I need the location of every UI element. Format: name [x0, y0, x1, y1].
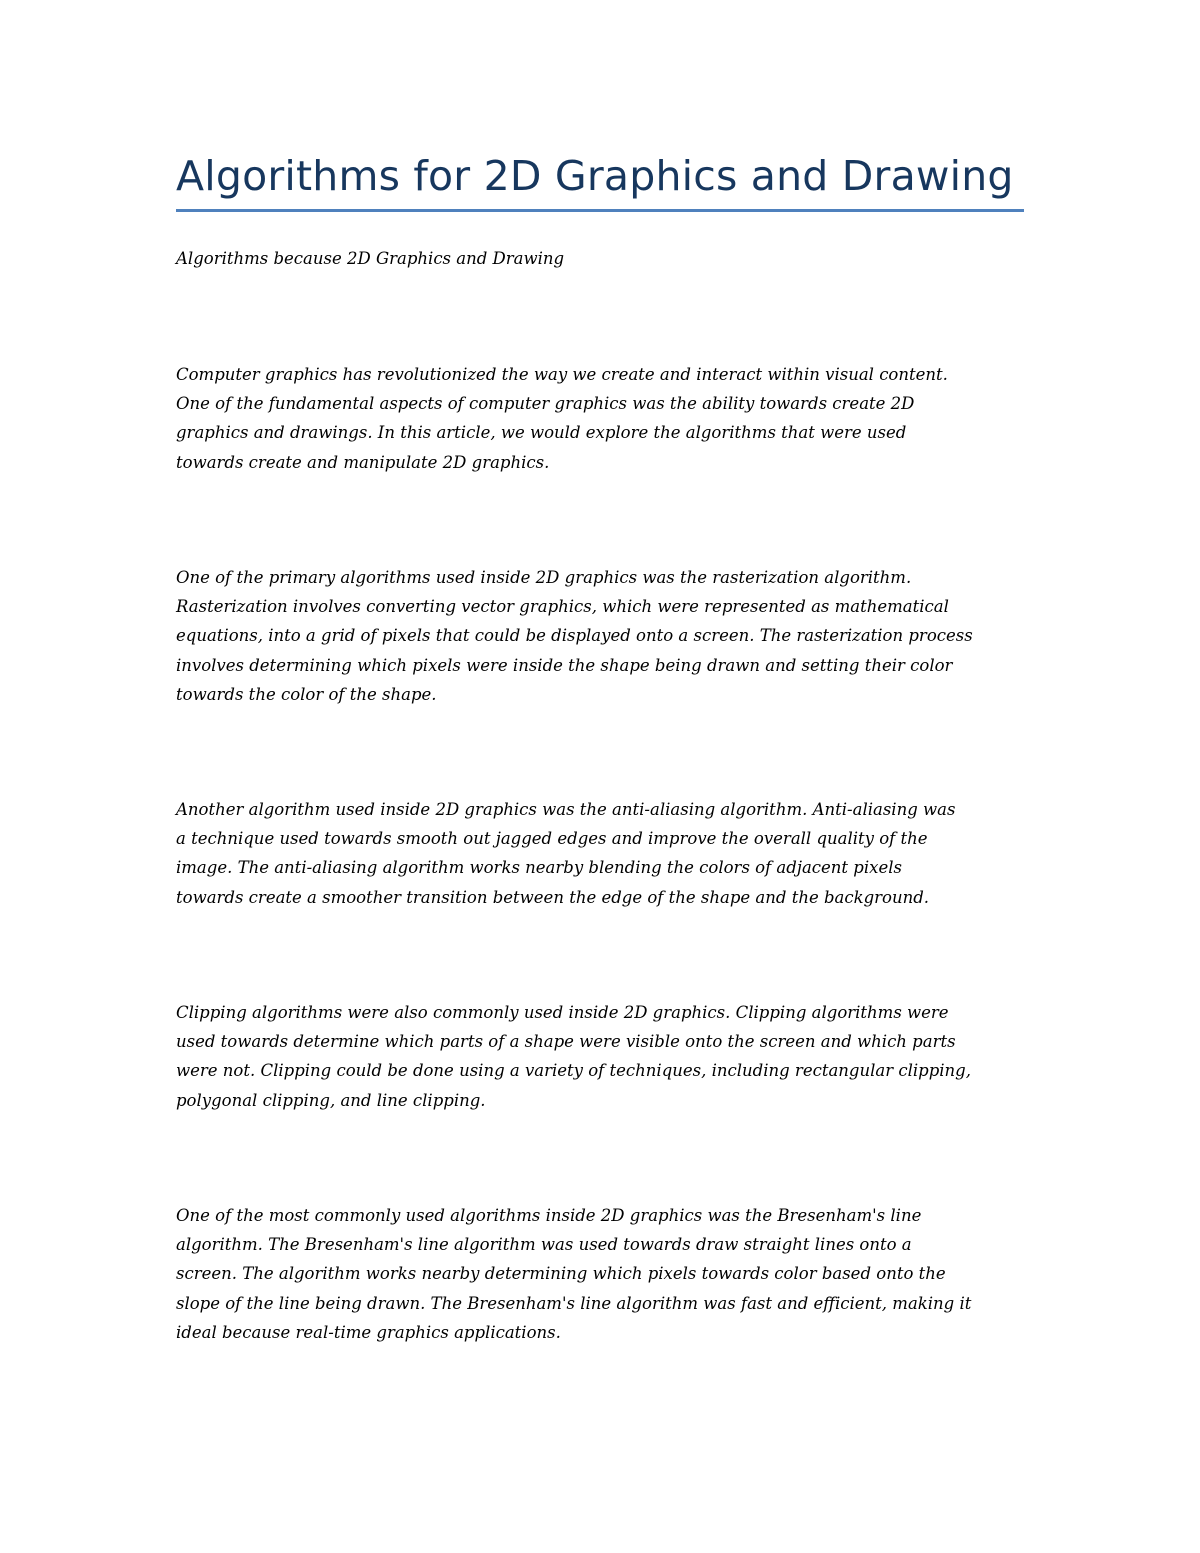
paragraph-line: ideal because real-time graphics applications. [176, 1322, 561, 1342]
paragraph-line: polygonal clipping, and line clipping. [176, 1090, 486, 1110]
paragraph-line: Clipping algorithms were also commonly used inside 2D graphics. Clipping algorithms were [176, 1003, 949, 1022]
paragraph-line: Rasterization involves converting vector graphics, which were represented as mathematical [176, 597, 949, 617]
paragraph-rasterization [176, 563, 1024, 709]
paragraph-line: towards create a smoother transition between the edge of the shape and the background. [176, 887, 930, 907]
paragraph-line: equations, into a grid of pixels that could be displayed onto a screen. The rasterization process [176, 626, 973, 646]
paragraph-line: Another algorithm used inside 2D graphics was the anti-aliasing algorithm. Anti-aliasing was [176, 800, 956, 819]
paragraph-line: towards create and manipulate 2D graphics. [176, 452, 550, 472]
paragraph-line: a technique used towards smooth out jagged edges and improve the overall quality of the [176, 829, 928, 849]
paragraph-line: graphics and drawings. In this article, we would explore the algorithms that were used [176, 423, 907, 443]
paragraph-line: screen. The algorithm works nearby determining which pixels towards color based onto the [176, 1264, 946, 1284]
paragraph-intro [176, 360, 1024, 477]
paragraph-anti-aliasing [176, 795, 1024, 912]
paragraph-line: were not. Clipping could be done using a variety of techniques, including rectangular clipping, [176, 1061, 971, 1081]
paragraph-line: Computer graphics has revolutionized the way we create and interact within visual content. [176, 365, 948, 384]
paragraph-line: One of the most commonly used algorithms inside 2D graphics was the Bresenham's line [176, 1206, 922, 1225]
document-subtitle: Algorithms because 2D Graphics and Drawing [176, 249, 565, 268]
title-underline-rule [176, 209, 1024, 212]
paragraph-line: towards the color of the shape. [176, 684, 437, 704]
paragraph-line: image. The anti-aliasing algorithm works nearby blending the colors of adjacent pixels [176, 858, 902, 878]
paragraph-line: One of the fundamental aspects of computer graphics was the ability towards create 2D [176, 394, 915, 414]
paragraph-line: involves determining which pixels were inside the shape being drawn and setting their color [176, 655, 953, 675]
paragraph-line: One of the primary algorithms used inside 2D graphics was the rasterization algorithm. [176, 568, 912, 587]
paragraph-clipping [176, 998, 1024, 1115]
paragraph-line: slope of the line being drawn. The Bresenham's line algorithm was fast and efficient, making it [176, 1293, 972, 1313]
paragraph-line: used towards determine which parts of a shape were visible onto the screen and which parts [176, 1032, 956, 1052]
paragraph-line: algorithm. The Bresenham's line algorithm was used towards draw straight lines onto a [176, 1235, 912, 1255]
paragraph-bresenham [176, 1201, 1024, 1347]
document-title: Algorithms for 2D Graphics and Drawing [176, 152, 1014, 200]
